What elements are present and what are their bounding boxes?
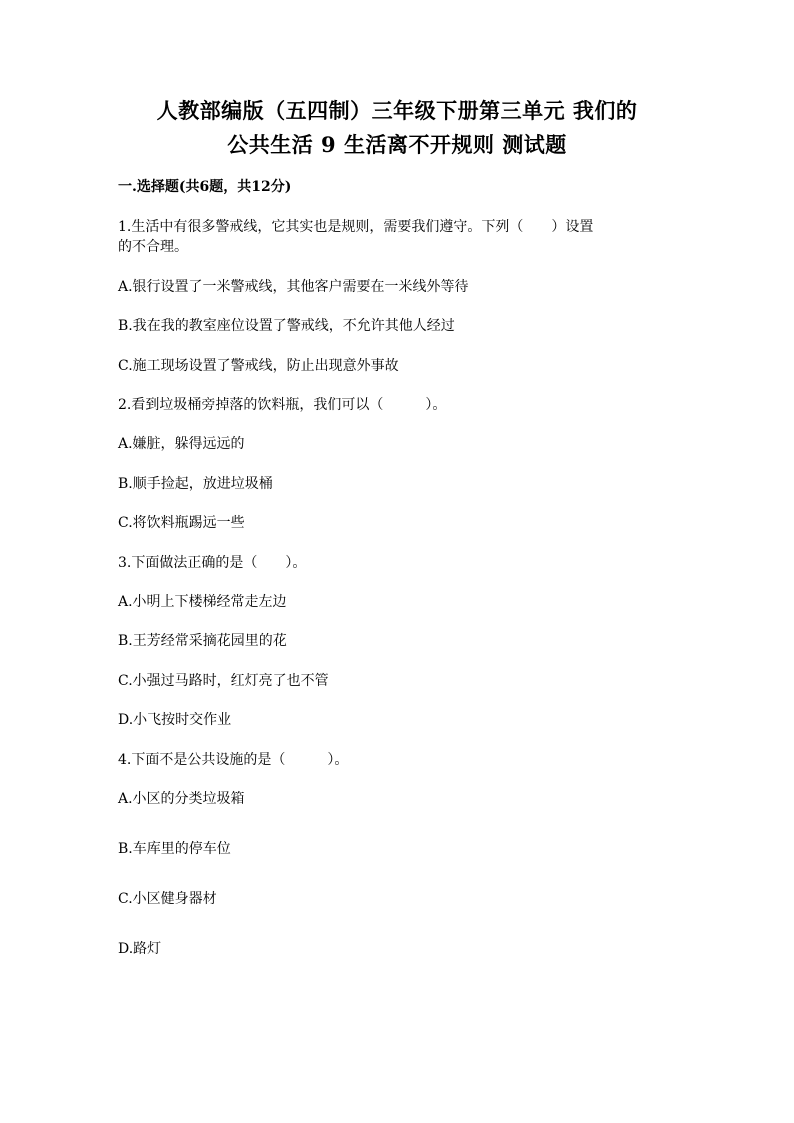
question-2-option-c: C.将饮料瓶踢远一些 [118,515,245,531]
question-4-option-a: A.小区的分类垃圾箱 [118,791,245,807]
document-title-line-1: 人教部编版（五四制）三年级下册第三单元 我们的 [156,98,638,123]
question-3-option-a: A.小明上下楼梯经常走左边 [118,594,287,610]
question-1-option-a: A.银行设置了一米警戒线，其他客户需要在一米线外等待 [118,279,469,295]
question-3-stem: 3.下面做法正确的是（ ）。 [118,555,307,571]
question-1-stem: 1.生活中有很多警戒线，它其实也是规则，需要我们遵守。下列（ ）设置 [118,219,594,235]
question-3-option-d: D.小飞按时交作业 [118,712,232,728]
question-3-option-c: C.小强过马路时，红灯亮了也不管 [118,673,329,689]
question-1-option-c: C.施工现场设置了警戒线，防止出现意外事故 [118,358,399,374]
question-2-option-b: B.顺手捡起，放进垃圾桶 [118,476,273,492]
question-2-option-a: A.嫌脏，躲得远远的 [118,436,245,452]
question-4-option-b: B.车库里的停车位 [118,841,231,857]
question-1-stem-continued: 的不合理。 [118,239,188,255]
document-title-line-2: 公共生活 9 生活离不开规则 测试题 [227,132,567,157]
question-3-option-b: B.王芳经常采摘花园里的花 [118,633,287,649]
section-header: 一.选择题(共6题，共12分) [118,179,292,195]
question-4-stem: 4.下面不是公共设施的是（ ）。 [118,752,349,768]
question-2-stem: 2.看到垃圾桶旁掉落的饮料瓶，我们可以（ ）。 [118,397,447,413]
question-4-option-d: D.路灯 [118,941,162,957]
question-4-option-c: C.小区健身器材 [118,891,217,907]
question-1-option-b: B.我在我的教室座位设置了警戒线，不允许其他人经过 [118,318,455,334]
